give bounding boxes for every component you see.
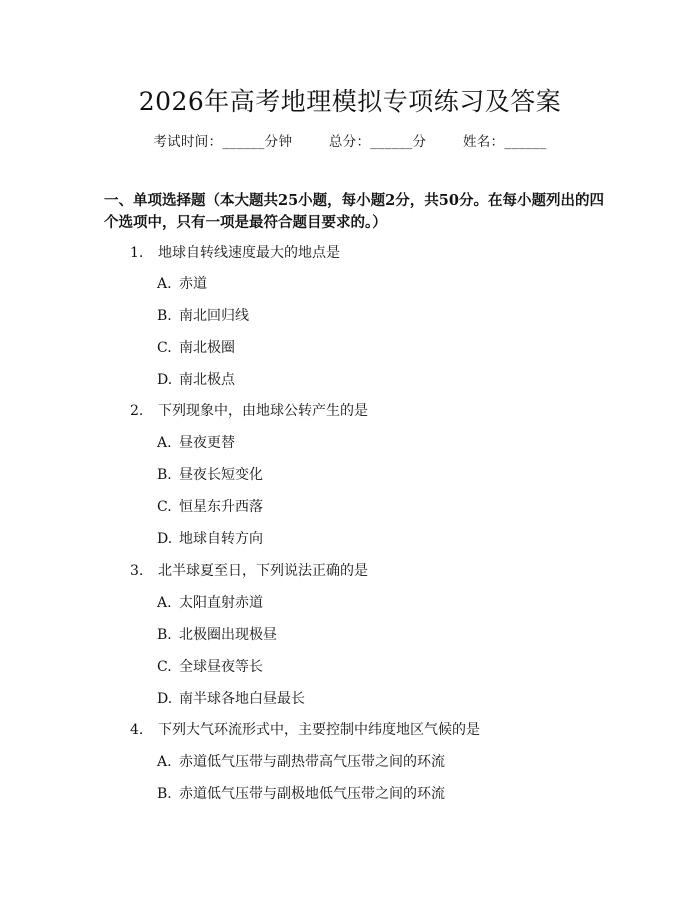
option-4a [157, 752, 445, 772]
option-letter: B. [157, 308, 172, 324]
exam-time-field: 考试时间：______分钟 [153, 134, 293, 150]
option-letter: B. [157, 786, 172, 802]
option-text: 南半球各地白昼最长 [179, 691, 305, 707]
question-number: 3. [130, 563, 144, 579]
option-1b [157, 306, 249, 326]
question-number: 2. [130, 403, 144, 419]
option-3d [157, 689, 305, 709]
question-3 [130, 561, 368, 581]
student-name-field: 姓名：______ [462, 134, 547, 150]
option-text: 赤道 [179, 276, 207, 292]
option-text: 南北极点 [179, 372, 235, 388]
option-1c [157, 338, 235, 358]
section-heading: 一、单项选择题（本大题共25小题，每小题2分，共50分。在每小题列出的四个选项中，只有一项是最符合题目要求的。） [104, 192, 604, 231]
option-letter: A. [157, 435, 172, 451]
option-2d [157, 529, 263, 549]
option-2a [157, 433, 235, 453]
question-text: 北半球夏至日，下列说法正确的是 [158, 563, 368, 579]
option-4b [157, 784, 445, 804]
option-2c [157, 497, 263, 517]
question-text: 地球自转线速度最大的地点是 [158, 245, 340, 261]
option-1a [157, 274, 207, 294]
option-letter: A. [157, 276, 172, 292]
option-text: 南北极圈 [179, 340, 235, 356]
option-text: 昼夜更替 [179, 435, 235, 451]
option-letter: D. [157, 531, 173, 547]
total-score-field: 总分：______分 [328, 134, 427, 150]
option-letter: C. [157, 340, 172, 356]
option-letter: D. [157, 372, 173, 388]
option-text: 赤道低气压带与副热带高气压带之间的环流 [179, 754, 445, 770]
option-letter: A. [157, 595, 172, 611]
question-text: 下列现象中，由地球公转产生的是 [158, 403, 368, 419]
exam-info-line [0, 130, 700, 150]
option-letter: D. [157, 691, 173, 707]
option-1d [157, 370, 235, 390]
option-text: 地球自转方向 [179, 531, 263, 547]
option-text: 北极圈出现极昼 [179, 627, 277, 643]
option-text: 赤道低气压带与副极地低气压带之间的环流 [179, 786, 445, 802]
question-number: 1. [130, 245, 144, 261]
option-2b [157, 465, 263, 485]
option-3a [157, 593, 263, 613]
page-title: 2026年高考地理模拟专项练习及答案 [138, 87, 562, 116]
option-text: 南北回归线 [179, 308, 249, 324]
option-text: 昼夜长短变化 [179, 467, 263, 483]
option-letter: A. [157, 754, 172, 770]
option-text: 恒星东升西落 [179, 499, 263, 515]
option-3c [157, 657, 263, 677]
option-letter: C. [157, 659, 172, 675]
option-3b [157, 625, 277, 645]
option-text: 全球昼夜等长 [179, 659, 263, 675]
question-number: 4. [130, 722, 144, 738]
option-letter: C. [157, 499, 172, 515]
question-4 [130, 720, 480, 740]
question-1 [130, 243, 340, 263]
option-letter: B. [157, 467, 172, 483]
option-text: 太阳直射赤道 [179, 595, 263, 611]
question-2 [130, 401, 368, 421]
option-letter: B. [157, 627, 172, 643]
question-text: 下列大气环流形式中，主要控制中纬度地区气候的是 [158, 722, 480, 738]
